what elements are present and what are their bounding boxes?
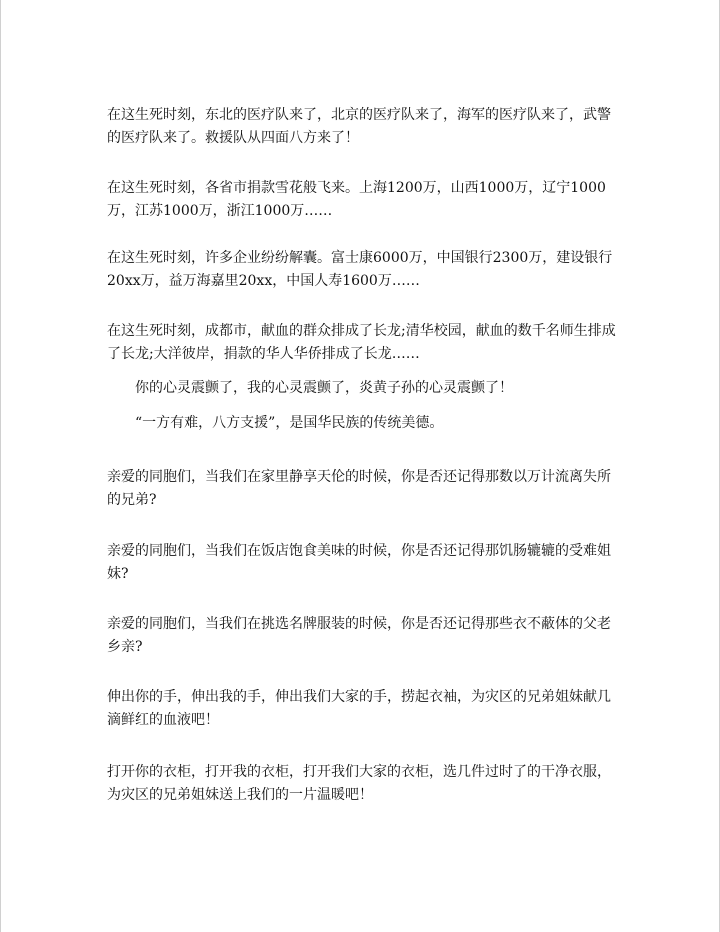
- paragraph-4: 在这生死时刻，成都市，献血的群众排成了长龙;清华校园，献血的数千名师生排成了长龙;大洋彼岸，捐款的华人华侨排成了长龙……: [107, 323, 616, 362]
- paragraph-8: 亲爱的同胞们，当我们在饭店饱食美味的时候，你是否还记得那饥肠辘辘的受难姐妹?: [107, 543, 611, 582]
- paragraph-2: 在这生死时刻，各省市捐款雪花般飞来。上海1200万，山西1000万，辽宁1000万，江苏1000万，浙江1000万……: [107, 180, 606, 219]
- paragraph-3: 在这生死时刻，许多企业纷纷解囊。富士康6000万，中国银行2300万，建设银行20xx万，益万海嘉里20xx，中国人寿1600万……: [107, 250, 613, 289]
- paragraph-5: 你的心灵震颤了，我的心灵震颤了，炎黄子孙的心灵震颤了！: [135, 380, 513, 396]
- paragraph-10: 伸出你的手，伸出我的手，伸出我们大家的手，捞起衣袖，为灾区的兄弟姐妹献几滴鲜红的血液吧！: [107, 689, 611, 728]
- paragraph-1: 在这生死时刻，东北的医疗队来了，北京的医疗队来了，海军的医疗队来了，武警的医疗队来了。救援队从四面八方来了！: [107, 107, 611, 146]
- paragraph-11: 打开你的衣柜，打开我的衣柜，打开我们大家的衣柜，选几件过时了的干净衣服，为灾区的兄弟姐妹送上我们的一片温暖吧！: [107, 764, 611, 803]
- paragraph-6: “一方有难，八方支援”，是国华民族的传统美德。: [135, 415, 444, 431]
- paragraph-9: 亲爱的同胞们，当我们在挑选名牌服装的时候，你是否还记得那些衣不蔽体的父老乡亲?: [107, 616, 611, 655]
- paragraph-7: 亲爱的同胞们，当我们在家里静享天伦的时候，你是否还记得那数以万计流离失所的兄弟?: [107, 469, 611, 508]
